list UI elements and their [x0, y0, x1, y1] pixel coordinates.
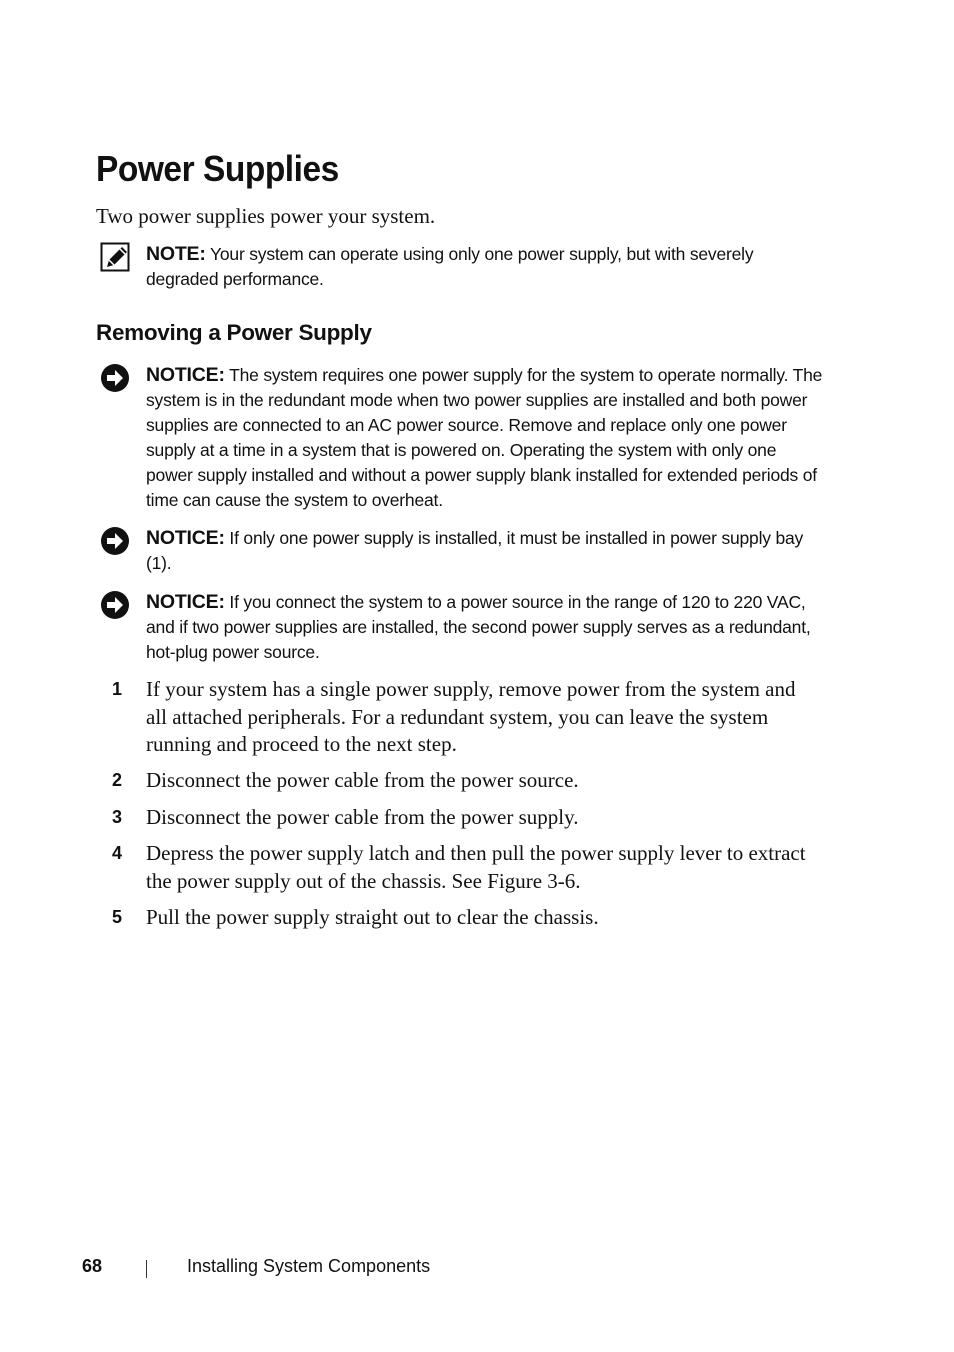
section-heading: Removing a Power Supply	[96, 320, 372, 345]
notice-text: The system requires one power supply for the system to operate normally. The system is in the redundant mode when two power supplies are installed and both power supplies are connected to an AC power source. Remove and replace only one power supply at a time in a system that is powered on. Operating the system with only one power supply installed and without a power supply blank installed for extended periods of time can cause the system to overheat.	[146, 365, 823, 510]
arrow-notice-icon	[100, 363, 132, 395]
notice-text-block	[146, 590, 826, 665]
step-text: Disconnect the power cable from the power source.	[146, 768, 579, 792]
intro-paragraph: Two power supplies power your system.	[96, 204, 436, 228]
notice-text-block	[146, 363, 826, 513]
step-text: Depress the power supply latch and then pull the power supply lever to extract the power supply out of the chassis. See Figure 3-6.	[146, 841, 806, 893]
arrow-notice-icon	[100, 590, 132, 622]
note-text-block	[146, 242, 826, 292]
note-text: Your system can operate using only one power supply, but with severely degraded performance.	[146, 244, 754, 289]
chapter-title: Installing System Components	[187, 1256, 431, 1276]
notice-text: If only one power supply is installed, it must be installed in power supply bay (1).	[146, 528, 804, 573]
page-title: Power Supplies	[96, 148, 339, 189]
notice-text: If you connect the system to a power source in the range of 120 to 220 VAC, and if two power supplies are installed, the second power supply serves as a redundant, hot-plug power source.	[146, 592, 811, 662]
step-number: 1	[112, 679, 123, 699]
step-number: 4	[112, 843, 123, 863]
note-label: NOTE:	[146, 243, 206, 265]
pencil-note-icon	[100, 242, 132, 274]
footer-divider	[146, 1260, 147, 1278]
notice-label: NOTICE:	[146, 527, 225, 549]
step-number: 2	[112, 770, 123, 790]
step-text: Pull the power supply straight out to clear the chassis.	[146, 905, 599, 929]
arrow-notice-icon	[100, 526, 132, 558]
step-number: 5	[112, 907, 123, 927]
notice-label: NOTICE:	[146, 364, 225, 386]
notice-text-block	[146, 526, 826, 576]
page-number: 68	[82, 1256, 103, 1276]
step-number: 3	[112, 807, 123, 827]
step-text: If your system has a single power supply, remove power from the system and all attached peripherals. For a redundant system, you can leave the system running and proceed to the next step.	[146, 677, 796, 756]
notice-label: NOTICE:	[146, 591, 225, 613]
step-text: Disconnect the power cable from the power supply.	[146, 805, 579, 829]
